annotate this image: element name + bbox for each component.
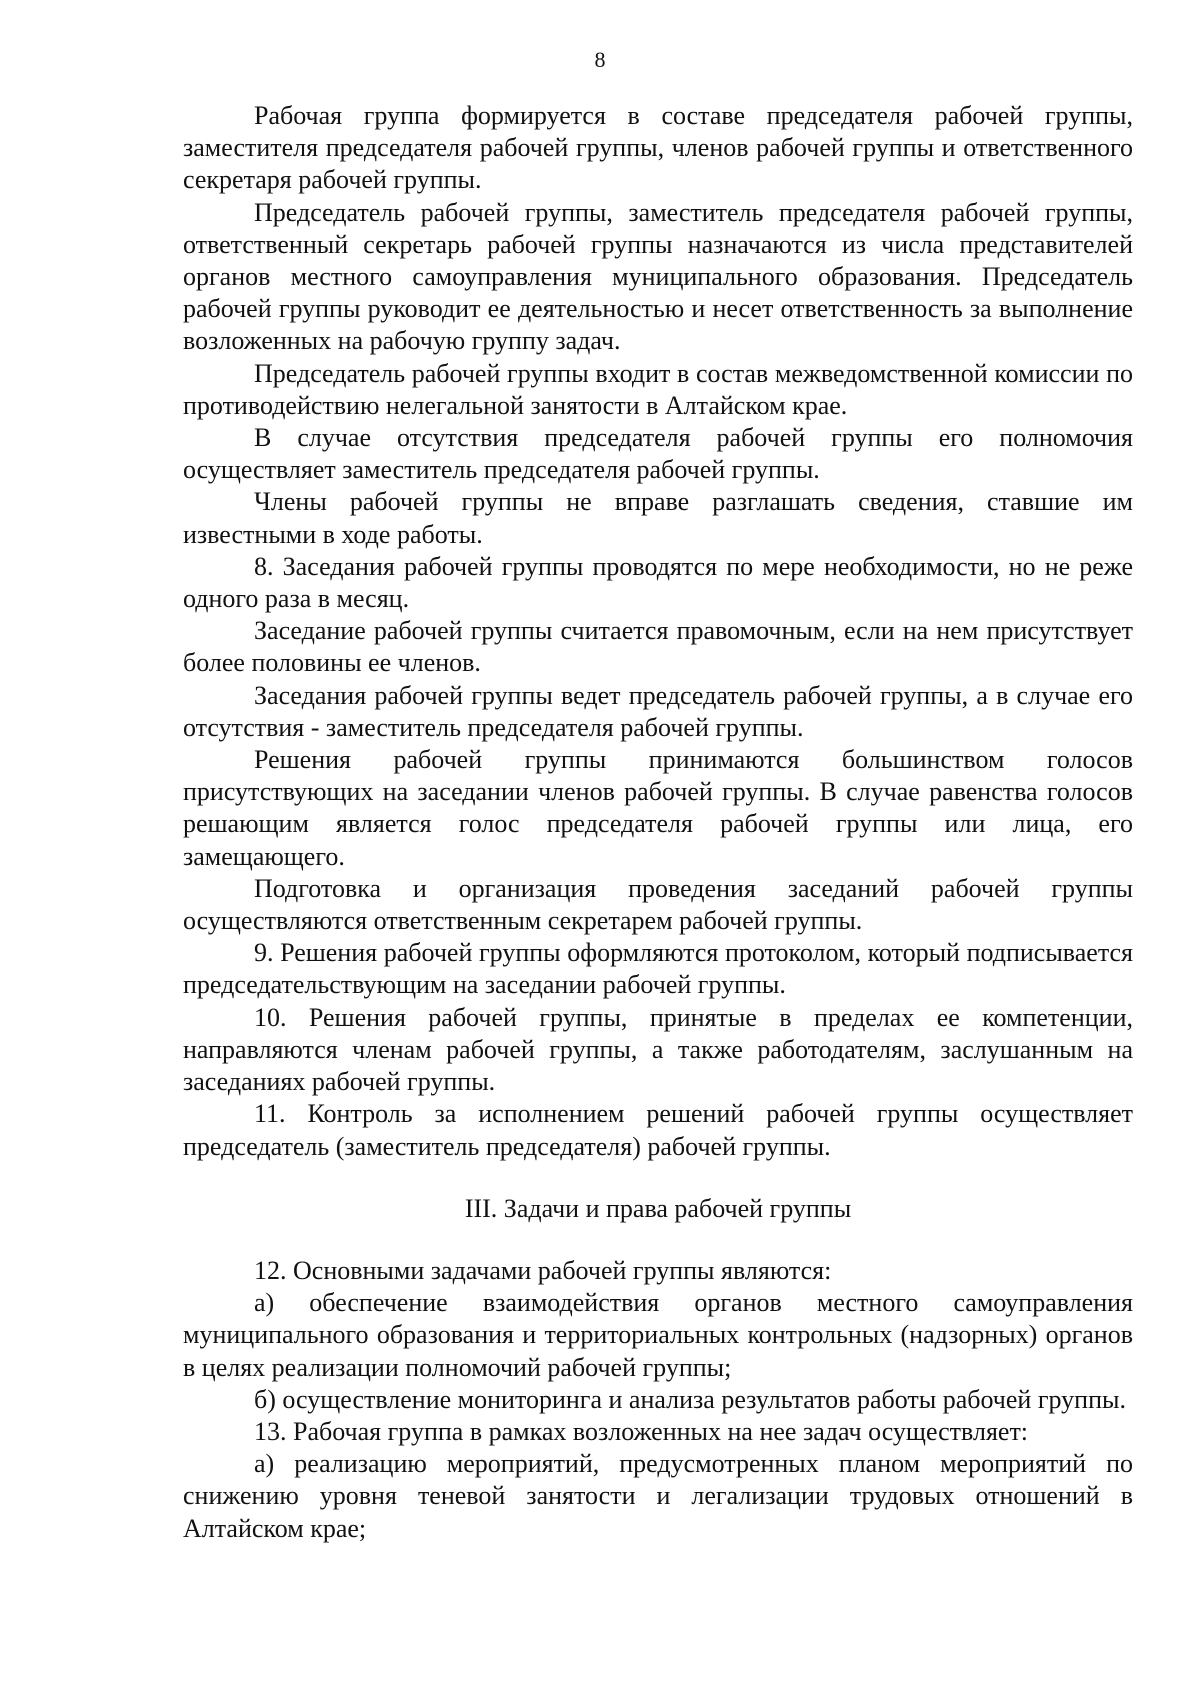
paragraph-meeting-preparation: Подготовка и организация проведения заседаний рабочей группы осуществляются ответственным секретарем рабочей группы. — [183, 873, 1133, 936]
paragraph-chair-appointment: Председатель рабочей группы, заместитель председателя рабочей группы, ответственный секретарь рабочей группы назначаются из числа представителей органов местного самоуправления муниципального образования. Председатель рабочей группы руководит ее деятельностью и несет ответственность за выполнение возложенных на рабочую группу задач. — [183, 197, 1133, 356]
paragraph-confidentiality: Члены рабочей группы не вправе разглашать сведения, ставшие им известными в ходе работы. — [183, 487, 1133, 549]
paragraph-item-12: 12. Основными задачами рабочей группы являются: — [254, 1255, 832, 1285]
page-number: 8 — [594, 47, 606, 72]
section-heading: III. Задачи и права рабочей группы — [464, 1193, 852, 1223]
paragraph-item-12-b: б) осуществление мониторинга и анализа результатов работы рабочей группы. — [254, 1384, 1126, 1414]
paragraph-chair-commission: Председатель рабочей группы входит в состав межведомственной комиссии по противодействию нелегальной занятости в Алтайском крае. — [183, 358, 1133, 420]
paragraph-item-10: 10. Решения рабочей группы, принятые в пределах ее компетенции, направляются членам рабочей группы, а также работодателям, заслушанным на заседаниях рабочей группы. — [183, 1002, 1133, 1097]
paragraph-meeting-chair: Заседания рабочей группы ведет председатель рабочей группы, а в случае его отсутствия - заместитель председателя рабочей группы. — [183, 680, 1133, 742]
paragraph-item-9: 9. Решения рабочей группы оформляются протоколом, который подписывается председательствующим на заседании рабочей группы. — [183, 938, 1133, 1000]
paragraph-item-11: 11. Контроль за исполнением решений рабочей группы осуществляет председатель (заместитель председателя) рабочей группы. — [183, 1099, 1133, 1161]
paragraph-decisions-majority: Решения рабочей группы принимаются большинством голосов присутствующих на заседании членов рабочей группы. В случае равенства голосов решающим является голос председателя рабочей группы или лица, его замещающего. — [183, 745, 1133, 871]
paragraph-quorum: Заседание рабочей группы считается правомочным, если на нем присутствует более половины ее членов. — [183, 616, 1133, 678]
paragraph-composition: Рабочая группа формируется в составе председателя рабочей группы, заместителя председателя рабочей группы, членов рабочей группы и ответственного секретаря рабочей группы. — [183, 101, 1133, 195]
paragraph-item-13-a: а) реализацию мероприятий, предусмотренных планом мероприятий по снижению уровня теневой занятости и легализации трудовых отношений в Алтайском крае; — [183, 1449, 1133, 1543]
paragraph-chair-absence: В случае отсутствия председателя рабочей группы его полномочия осуществляет заместитель председателя рабочей группы. — [183, 423, 1133, 485]
document-body — [183, 100, 1133, 1545]
paragraph-item-12-a: а) обеспечение взаимодействия органов местного самоуправления муниципального образования и территориальных контрольных (надзорных) органов в целях реализации полномочий рабочей группы; — [183, 1288, 1133, 1382]
paragraph-item-8: 8. Заседания рабочей группы проводятся по мере необходимости, но не реже одного раза в месяц. — [183, 551, 1133, 614]
paragraph-item-13: 13. Рабочая группа в рамках возложенных на нее задач осуществляет: — [254, 1416, 1029, 1446]
